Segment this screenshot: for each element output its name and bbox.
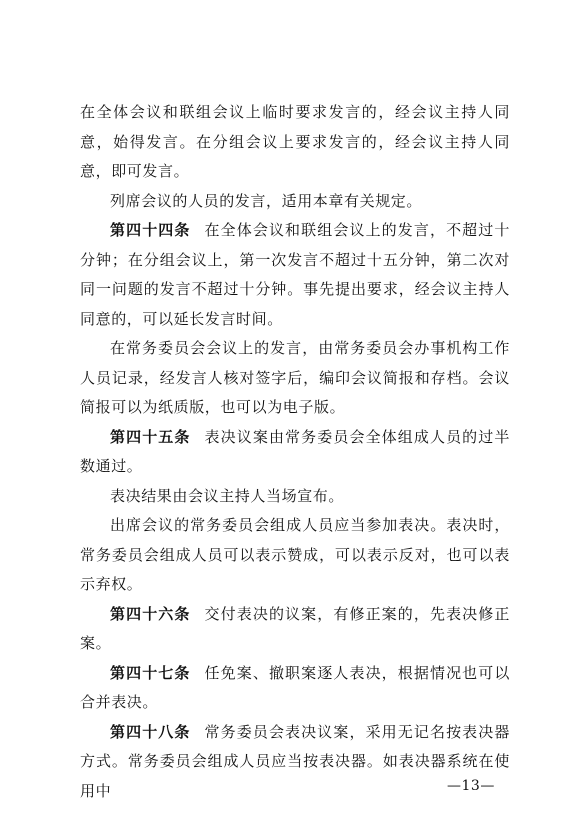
paragraph-1 [80, 98, 510, 187]
paragraph-7 [80, 511, 510, 600]
article-number: 第四十八条 [110, 722, 191, 741]
article-45 [80, 423, 510, 482]
paragraph-text: 在常务委员会会议上的发言，由常务委员会办事机构工作人员记录，经发言人核对签字后，编印会议简报和存档。会议简报可以为纸质版，也可以为电子版。 [80, 339, 510, 416]
page-number: —13— [447, 778, 495, 794]
article-46 [80, 600, 510, 659]
article-number: 第四十五条 [110, 427, 191, 446]
article-48 [80, 718, 510, 807]
paragraph-text: 任免案、撤职案逐人表决，根据情况也可以合并表决。 [80, 663, 510, 711]
paragraph-6 [80, 482, 510, 512]
paragraph-text: 交付表决的议案，有修正案的，先表决修正案。 [80, 604, 510, 652]
paragraph-text: 在全体会议和联组会议上的发言，不超过十分钟；在分组会议上，第一次发言不超过十五分钟，第二次对同一问题的发言不超过十分钟。事先提出要求，经会议主持人同意的，可以延长发言时间。 [80, 221, 510, 328]
paragraph-4 [80, 334, 510, 423]
paragraph-2 [80, 187, 510, 217]
article-number: 第四十六条 [110, 604, 191, 623]
paragraph-text: 列席会议的人员的发言，适用本章有关规定。 [110, 191, 423, 210]
paragraph-text: 表决结果由会议主持人当场宣布。 [110, 486, 345, 505]
article-47 [80, 659, 510, 718]
paragraph-text: 常务委员会表决议案，采用无记名按表决器方式。常务委员会组成人员应当按表决器。如表决器系统在使用中 [80, 722, 510, 800]
article-number: 第四十七条 [110, 663, 191, 682]
paragraph-text: 表决议案由常务委员会全体组成人员的过半数通过。 [80, 427, 510, 475]
article-44 [80, 216, 510, 334]
paragraph-text: 出席会议的常务委员会组成人员应当参加表决。表决时，常务委员会组成人员可以表示赞成，可以表示反对，也可以表示弃权。 [80, 516, 510, 593]
article-number: 第四十四条 [110, 221, 191, 239]
body-text [80, 98, 510, 806]
paragraph-text: 在全体会议和联组会议上临时要求发言的，经会议主持人同意，始得发言。在分组会议上要求发言的，经会议主持人同意，即可发言。 [80, 103, 510, 180]
